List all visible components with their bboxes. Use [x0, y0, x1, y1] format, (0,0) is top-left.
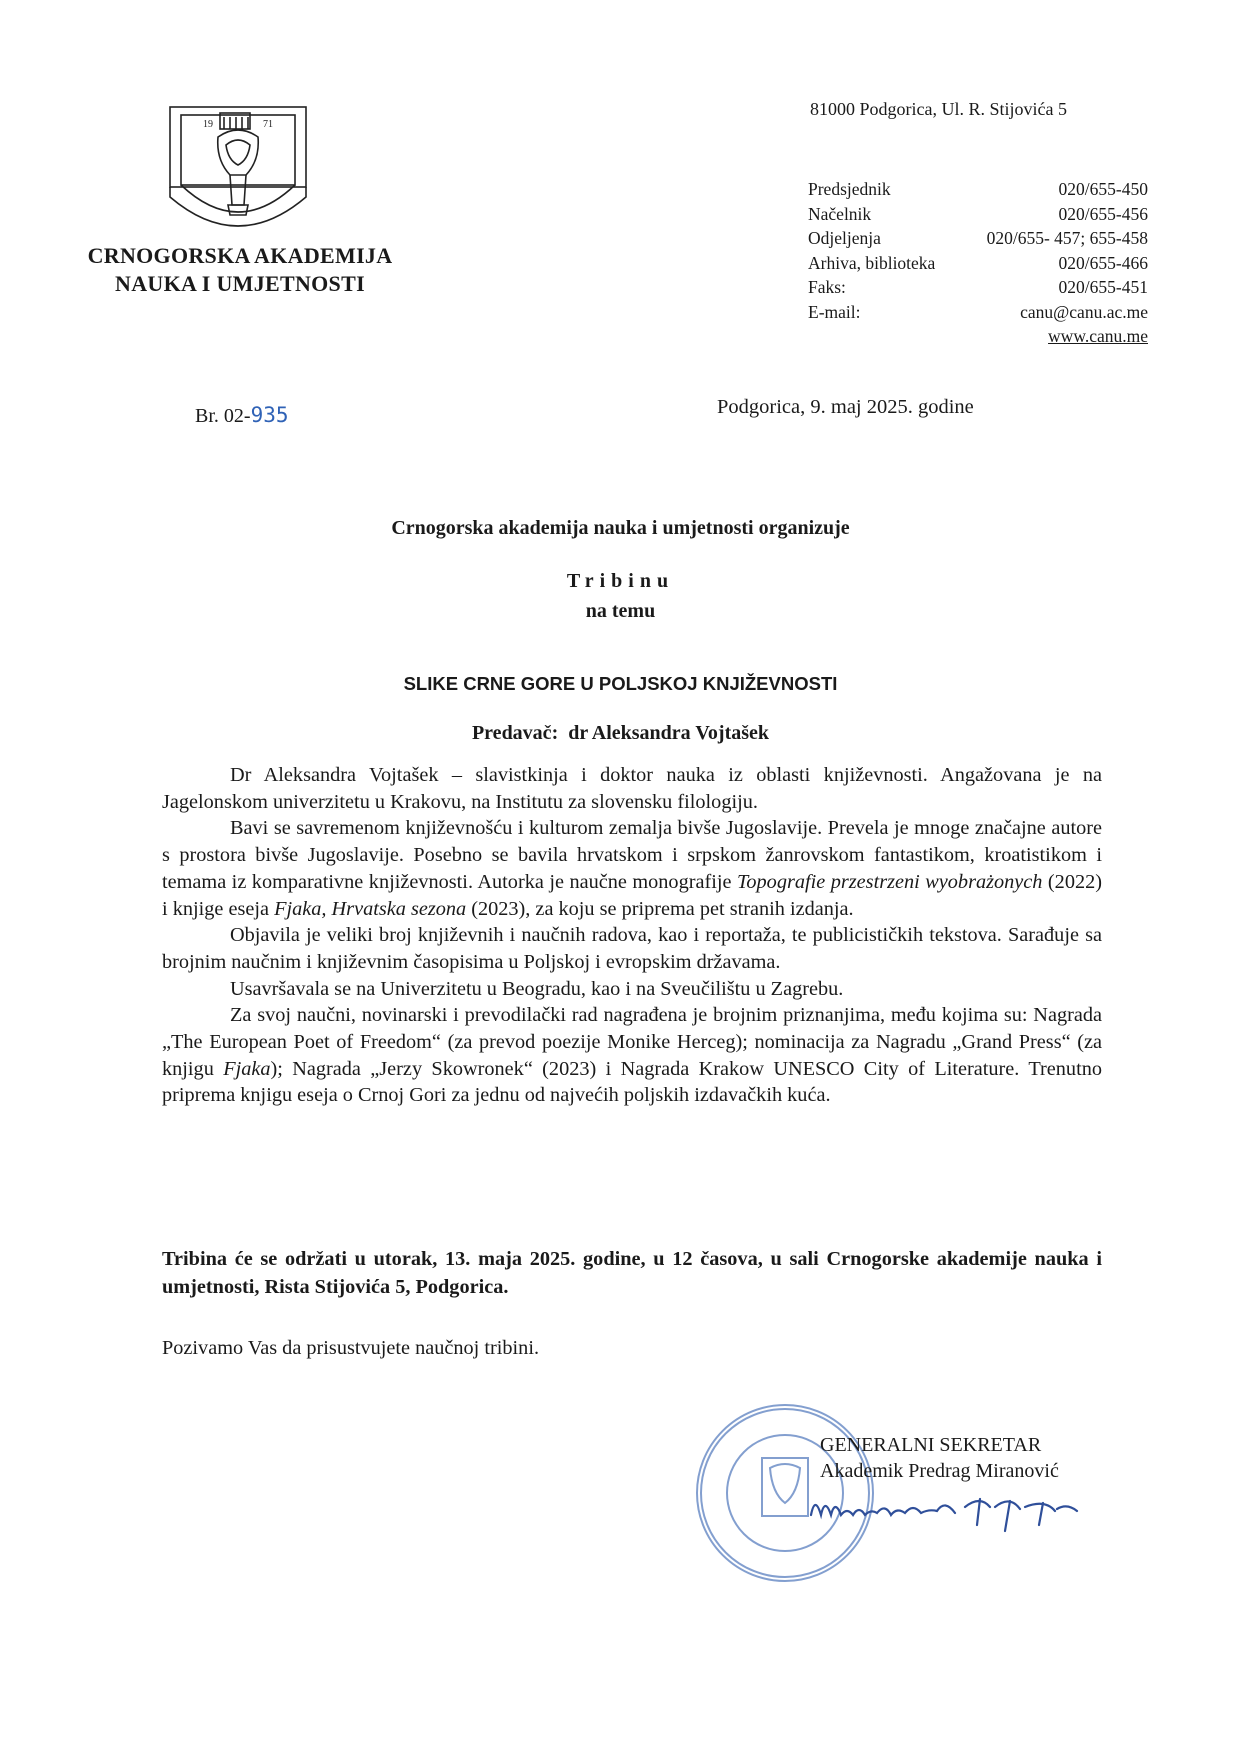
contact-row: [808, 202, 1148, 227]
contact-value: 020/655-466: [1058, 252, 1148, 273]
bio-paragraph: Za svoj naučni, novinarski i prevodilački rad nagrađena je brojnim priznanjima, među kojima su: Nagrada „The European Poet of Freedom“ (za prevod poezije Monike Herceg); nominacija za Nagradu „Grand Press“ (za knjigu Fjaka); Nagrada „Jerzy Skowronek“ (2023) i Nagrada Krakow UNESCO City of Literature. Trenutno priprema knjigu eseja o Crnoj Gori za jednu od najvećih poljskih izdavačkih kuća.: [162, 1004, 1102, 1107]
contact-row: [808, 226, 1148, 251]
event-type: Tribinu: [566, 570, 675, 592]
email-link[interactable]: canu@canu.ac.me: [1020, 301, 1148, 322]
contact-row: [808, 275, 1148, 300]
svg-text:71: 71: [263, 119, 273, 130]
contact-label: Faks:: [808, 277, 846, 297]
contact-label: Odjeljenja: [808, 228, 881, 248]
bio-paragraph: Objavila je veliki broj književnih i naučnih radova, kao i reportaža, te publicističkih tekstova. Sarađuje sa brojnim naučnim i književnim časopisima u Poljskoj i evropskim državama.: [162, 924, 1102, 973]
signatory-title: GENERALNI SEKRETAR: [820, 1434, 1042, 1456]
speaker-name: dr Aleksandra Vojtašek: [568, 722, 770, 744]
signature-block: [820, 1432, 1059, 1484]
contact-label: Arhiva, biblioteka: [808, 252, 936, 273]
website-link[interactable]: www.canu.me: [1048, 326, 1148, 346]
contact-list: [808, 177, 1148, 349]
contact-value: 020/655-450: [1058, 179, 1148, 199]
org-name-line1: CRNOGORSKA AKADEMIJA: [87, 243, 393, 268]
bio-paragraph: Bavi se savremenom književnošću i kulturom zemalja bivše Jugoslavije. Prevela je mnoge značajne autore s prostora bivše Jugoslavije. Posebno se bavila hrvatskom i srpskom žanrovskom fantastikom, kroatistikom i temama iz komparativne književnosti. Autorka je naučne monografije Topografie przestrzeni wyobrażonych (2022) i knjige eseja Fjaka, Hrvatska sezona (2023), za koju se priprema pet stranih izdanja.: [162, 817, 1102, 920]
book-title: Topografie przestrzeni wyobrażonych: [736, 870, 1043, 893]
bio-paragraph: Dr Aleksandra Vojtašek – slavistkinja i doktor nauka iz oblasti književnosti. Angažovana je na Jagelonskom univerzitetu u Krakovu, na Institutu za slovensku filologiju.: [162, 764, 1102, 813]
speaker-label: Predavač:: [471, 722, 559, 744]
speaker-line: [0, 722, 1241, 745]
contact-label: E-mail:: [808, 301, 861, 322]
speaker-biography: [162, 762, 1102, 1109]
contact-row: [808, 177, 1148, 202]
organization-name: [60, 242, 420, 298]
announcement-intro: Crnogorska akademija nauka i umjetnosti organizuje: [391, 517, 850, 539]
reference-number: [195, 403, 289, 428]
handwritten-reference: 935: [250, 403, 289, 427]
signatory-name: Akademik Predrag Miranović: [820, 1460, 1059, 1482]
handwritten-signature-icon: [805, 1485, 1095, 1535]
contact-value: 020/655- 457; 655-458: [986, 228, 1148, 248]
contact-row: [808, 300, 1148, 325]
lecture-title: SLIKE CRNE GORE U POLJSKOJ KNJIŽEVNOSTI: [403, 673, 838, 694]
contact-value: 020/655-451: [1058, 277, 1148, 297]
book-title: Fjaka: [223, 1057, 271, 1080]
contact-value: 020/655-456: [1058, 203, 1148, 224]
street-address: 81000 Podgorica, Ul. R. Stijovića 5: [810, 99, 1067, 119]
invitation-line: Pozivamo Vas da prisustvujete naučnoj tribini.: [162, 1337, 540, 1359]
date-line: Podgorica, 9. maj 2025. godine: [717, 396, 974, 418]
contact-label: Predsjednik: [808, 179, 891, 199]
contact-row: [808, 251, 1148, 276]
svg-text:19: 19: [203, 119, 213, 130]
bio-paragraph: Usavršavala se na Univerzitetu u Beogradu, kao i na Sveučilištu u Zagrebu.: [230, 977, 844, 1000]
topic-prefix: na temu: [585, 600, 656, 622]
book-title: Fjaka, Hrvatska sezona: [274, 897, 467, 920]
org-name-line2: NAUKA I UMJETNOSTI: [115, 271, 365, 296]
reference-prefix: Br. 02-: [195, 405, 251, 427]
academy-torch-emblem-icon: [168, 105, 308, 240]
contact-label: Načelnik: [808, 203, 872, 224]
event-notice: Tribina će se održati u utorak, 13. maja 2025. godine, u 12 časova, u sali Crnogorske akademije nauka i umjetnosti, Rista Stijovića 5, Podgorica.: [162, 1248, 1102, 1298]
